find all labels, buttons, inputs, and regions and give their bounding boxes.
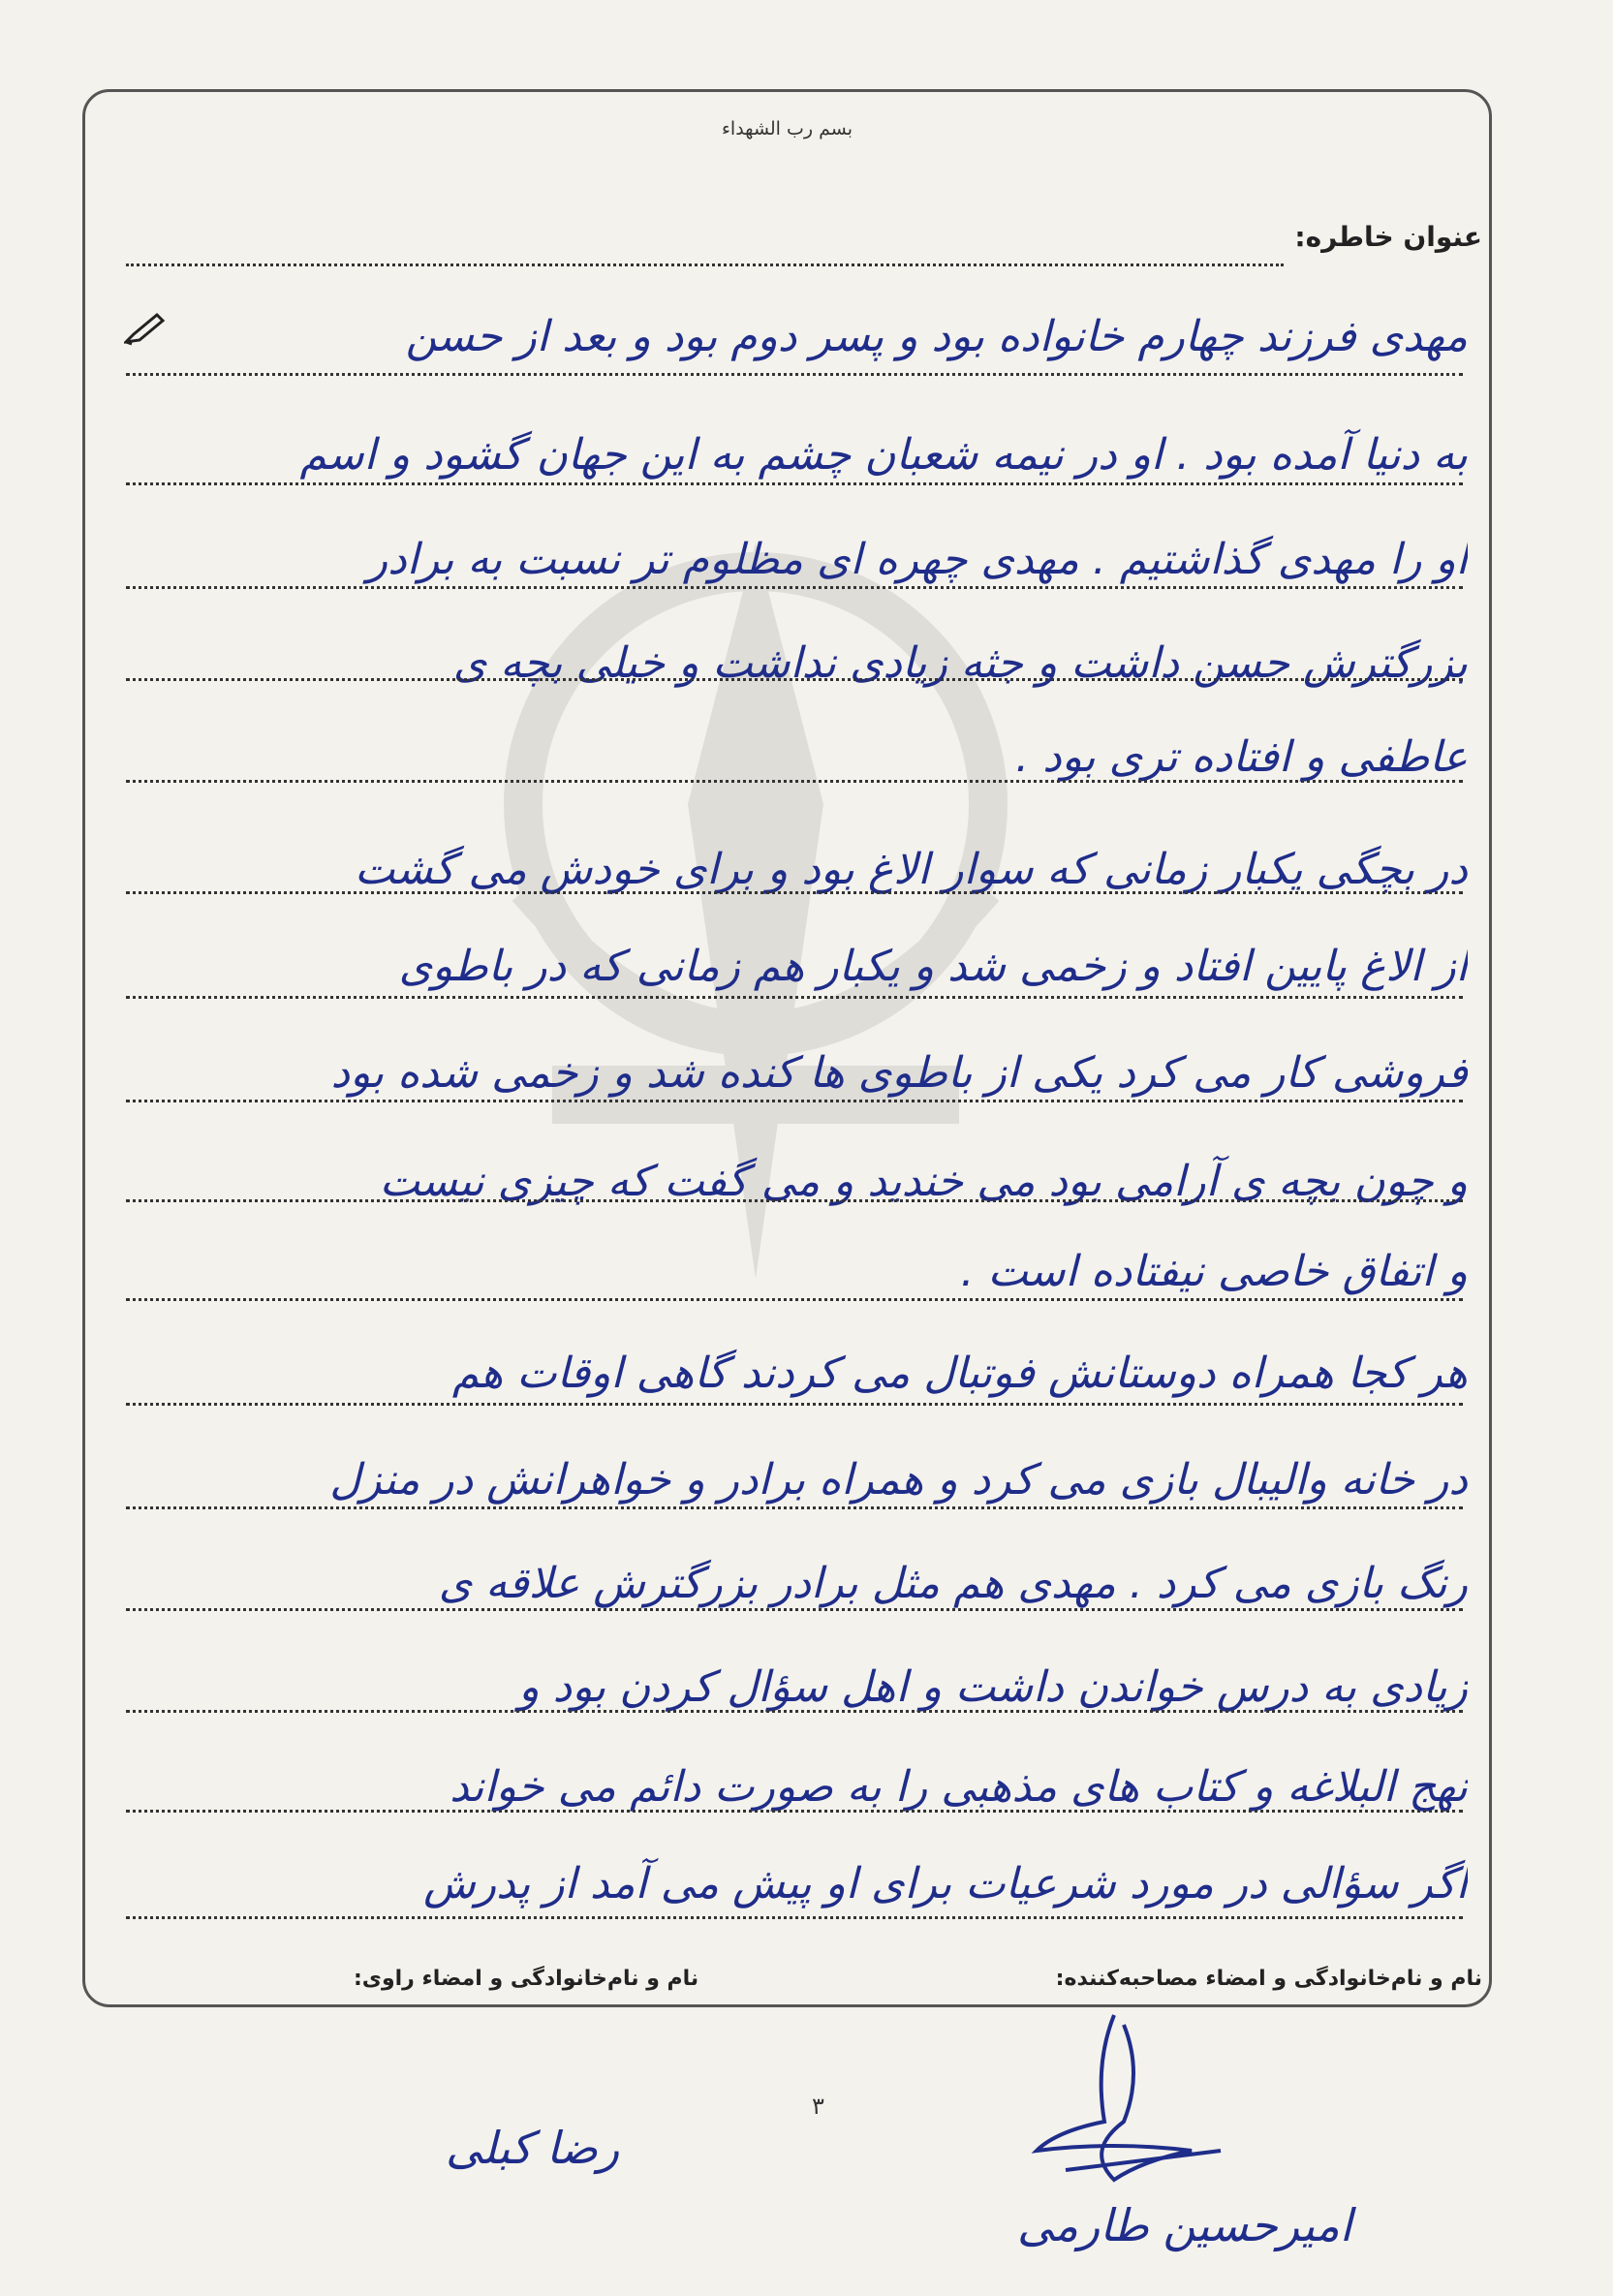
handwritten-line: فروشی کار می کرد یکی از باطوی ها کنده شد و زخمی شده بود [330,1048,1468,1098]
handwritten-line: زیادی به درس خواندن داشت و اهل سؤال کردن بود و [518,1662,1468,1712]
handwritten-line: او را مهدی گذاشتیم . مهدی چهره ای مظلوم تر نسبت به برادر [366,535,1468,584]
rule-line [126,996,1463,999]
rule-line [126,1608,1463,1611]
rule-line [126,1710,1463,1713]
narrator-signature-label: نام و نام‌خانوادگی و امضاء راوی: [354,1967,699,1991]
interviewer-signature-name: امیرحسین طارمی [1017,2199,1352,2251]
handwritten-line: از الاغ پایین افتاد و زخمی شد و یکبار هم زمانی که در باطوی [398,942,1468,991]
handwritten-line: اگر سؤالی در مورد شرعیات برای او پیش می آمد از پدرش [423,1859,1468,1908]
handwritten-line: در خانه والیبال بازی می کرد و همراه برادر و خواهرانش در منزل [329,1455,1468,1505]
interviewer-signature-scribble [998,2005,1250,2199]
handwritten-line: عاطفی و افتاده تری بود . [1015,732,1468,782]
narrator-signature-name: رضا کبلی [446,2122,620,2174]
handwritten-line: به دنیا آمده بود . او در نیمه شعبان چشم به این جهان گشود و اسم [299,430,1468,480]
handwritten-line: در بچگی یکبار زمانی که سوار الاغ بود و برای خودش می گشت [355,845,1468,894]
handwritten-line: و اتفاق خاصی نیفتاده است . [960,1247,1468,1296]
rule-line [126,678,1463,681]
basmala-header: بسم رب الشهداء [722,118,853,140]
rule-line [126,1199,1463,1202]
rule-line [126,780,1463,783]
rule-line [126,586,1463,589]
handwritten-line: مهدی فرزند چهارم خانواده بود و پسر دوم بود و بعد از حسن [405,312,1468,361]
rule-line [126,373,1463,376]
rule-line [126,1916,1463,1919]
handwritten-line: بزرگترش حسن داشت و جثه زیادی نداشت و خیلی بچه ی [452,638,1468,688]
rule-line [126,1810,1463,1813]
rule-line [126,1298,1463,1301]
rule-line [126,1100,1463,1102]
title-dotline [126,264,1284,266]
interviewer-signature-label: نام و نام‌خانوادگی و امضاء مصاحبه‌کننده: [1055,1967,1482,1991]
handwritten-line: هر کجا همراه دوستانش فوتبال می کردند گاهی اوقات هم [451,1349,1468,1398]
page-number: ۳ [812,2093,824,2120]
handwritten-line: نهج البلاغه و کتاب های مذهبی را به صورت دائم می خواند [450,1762,1468,1812]
memory-title-label: عنوان خاطره: [1294,221,1482,253]
rule-line [126,1506,1463,1509]
handwritten-line: رنگ بازی می کرد . مهدی هم مثل برادر بزرگترش علاقه ی [438,1559,1468,1608]
rule-line [126,891,1463,894]
handwritten-line: و چون بچه ی آرامی بود می خندید و می گفت که چیزی نیست [379,1157,1468,1206]
rule-line [126,482,1463,485]
rule-line [126,1403,1463,1406]
